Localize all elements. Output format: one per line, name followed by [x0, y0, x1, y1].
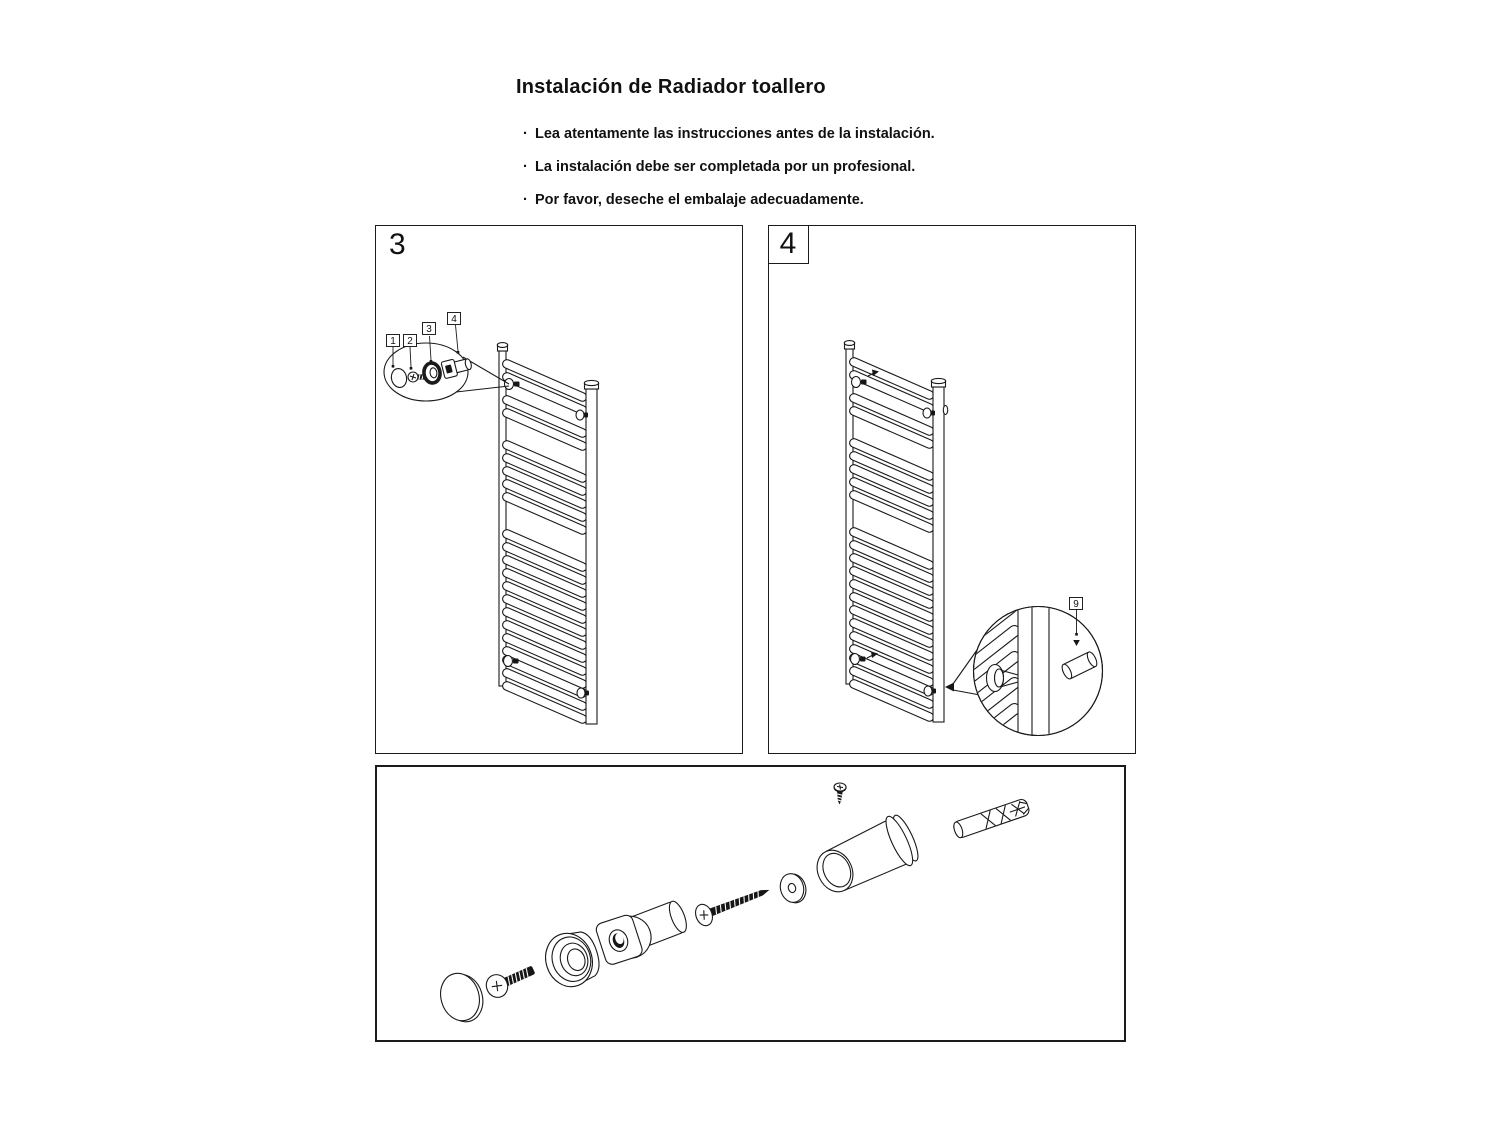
step3-panel	[375, 225, 743, 754]
instruction-text: La instalación debe ser completada por un profesional.	[535, 158, 916, 175]
towel-radiator	[844, 341, 947, 723]
towel-radiator	[497, 343, 598, 725]
part-small-screw	[833, 783, 846, 805]
part-wall-anchor	[952, 798, 1031, 839]
page-title: Instalación de Radiador toallero	[516, 76, 826, 98]
part-cap-disc	[435, 968, 488, 1027]
bullet-dot: ·	[523, 125, 528, 142]
instruction-text: Por favor, deseche el embalaje adecuadamente.	[535, 191, 864, 208]
list-item	[523, 117, 935, 150]
instruction-list	[523, 117, 935, 216]
part-wall-sleeve	[808, 811, 923, 903]
step3-diagram	[376, 226, 739, 750]
part-machine-screw	[483, 959, 538, 1001]
hardware-exploded-diagram	[377, 767, 1120, 1036]
callout-label-2: 2	[403, 334, 417, 347]
step-number: 3	[389, 228, 406, 261]
hardware-exploded-panel	[375, 765, 1126, 1042]
part-washer	[777, 871, 809, 906]
list-item	[523, 183, 935, 216]
magnifier-detail	[959, 597, 1103, 750]
step4-diagram	[769, 226, 1132, 750]
list-item	[523, 150, 935, 183]
step-number: 4	[768, 225, 809, 264]
bullet-dot: ·	[523, 191, 528, 208]
vent-valve	[943, 406, 947, 415]
part-collar	[539, 925, 605, 992]
callout-label-4: 4	[447, 312, 461, 325]
bullet-dot: ·	[523, 158, 528, 175]
instruction-text: Lea atentamente las instrucciones antes de la instalación.	[535, 125, 935, 142]
part-bracket-body	[592, 894, 692, 968]
part-collar	[423, 362, 442, 384]
callout-label-9: 9	[1069, 597, 1083, 610]
step4-panel	[768, 225, 1136, 754]
callout-label-3: 3	[422, 322, 436, 335]
part-long-screw	[693, 880, 774, 928]
callout-label-1: 1	[386, 334, 400, 347]
